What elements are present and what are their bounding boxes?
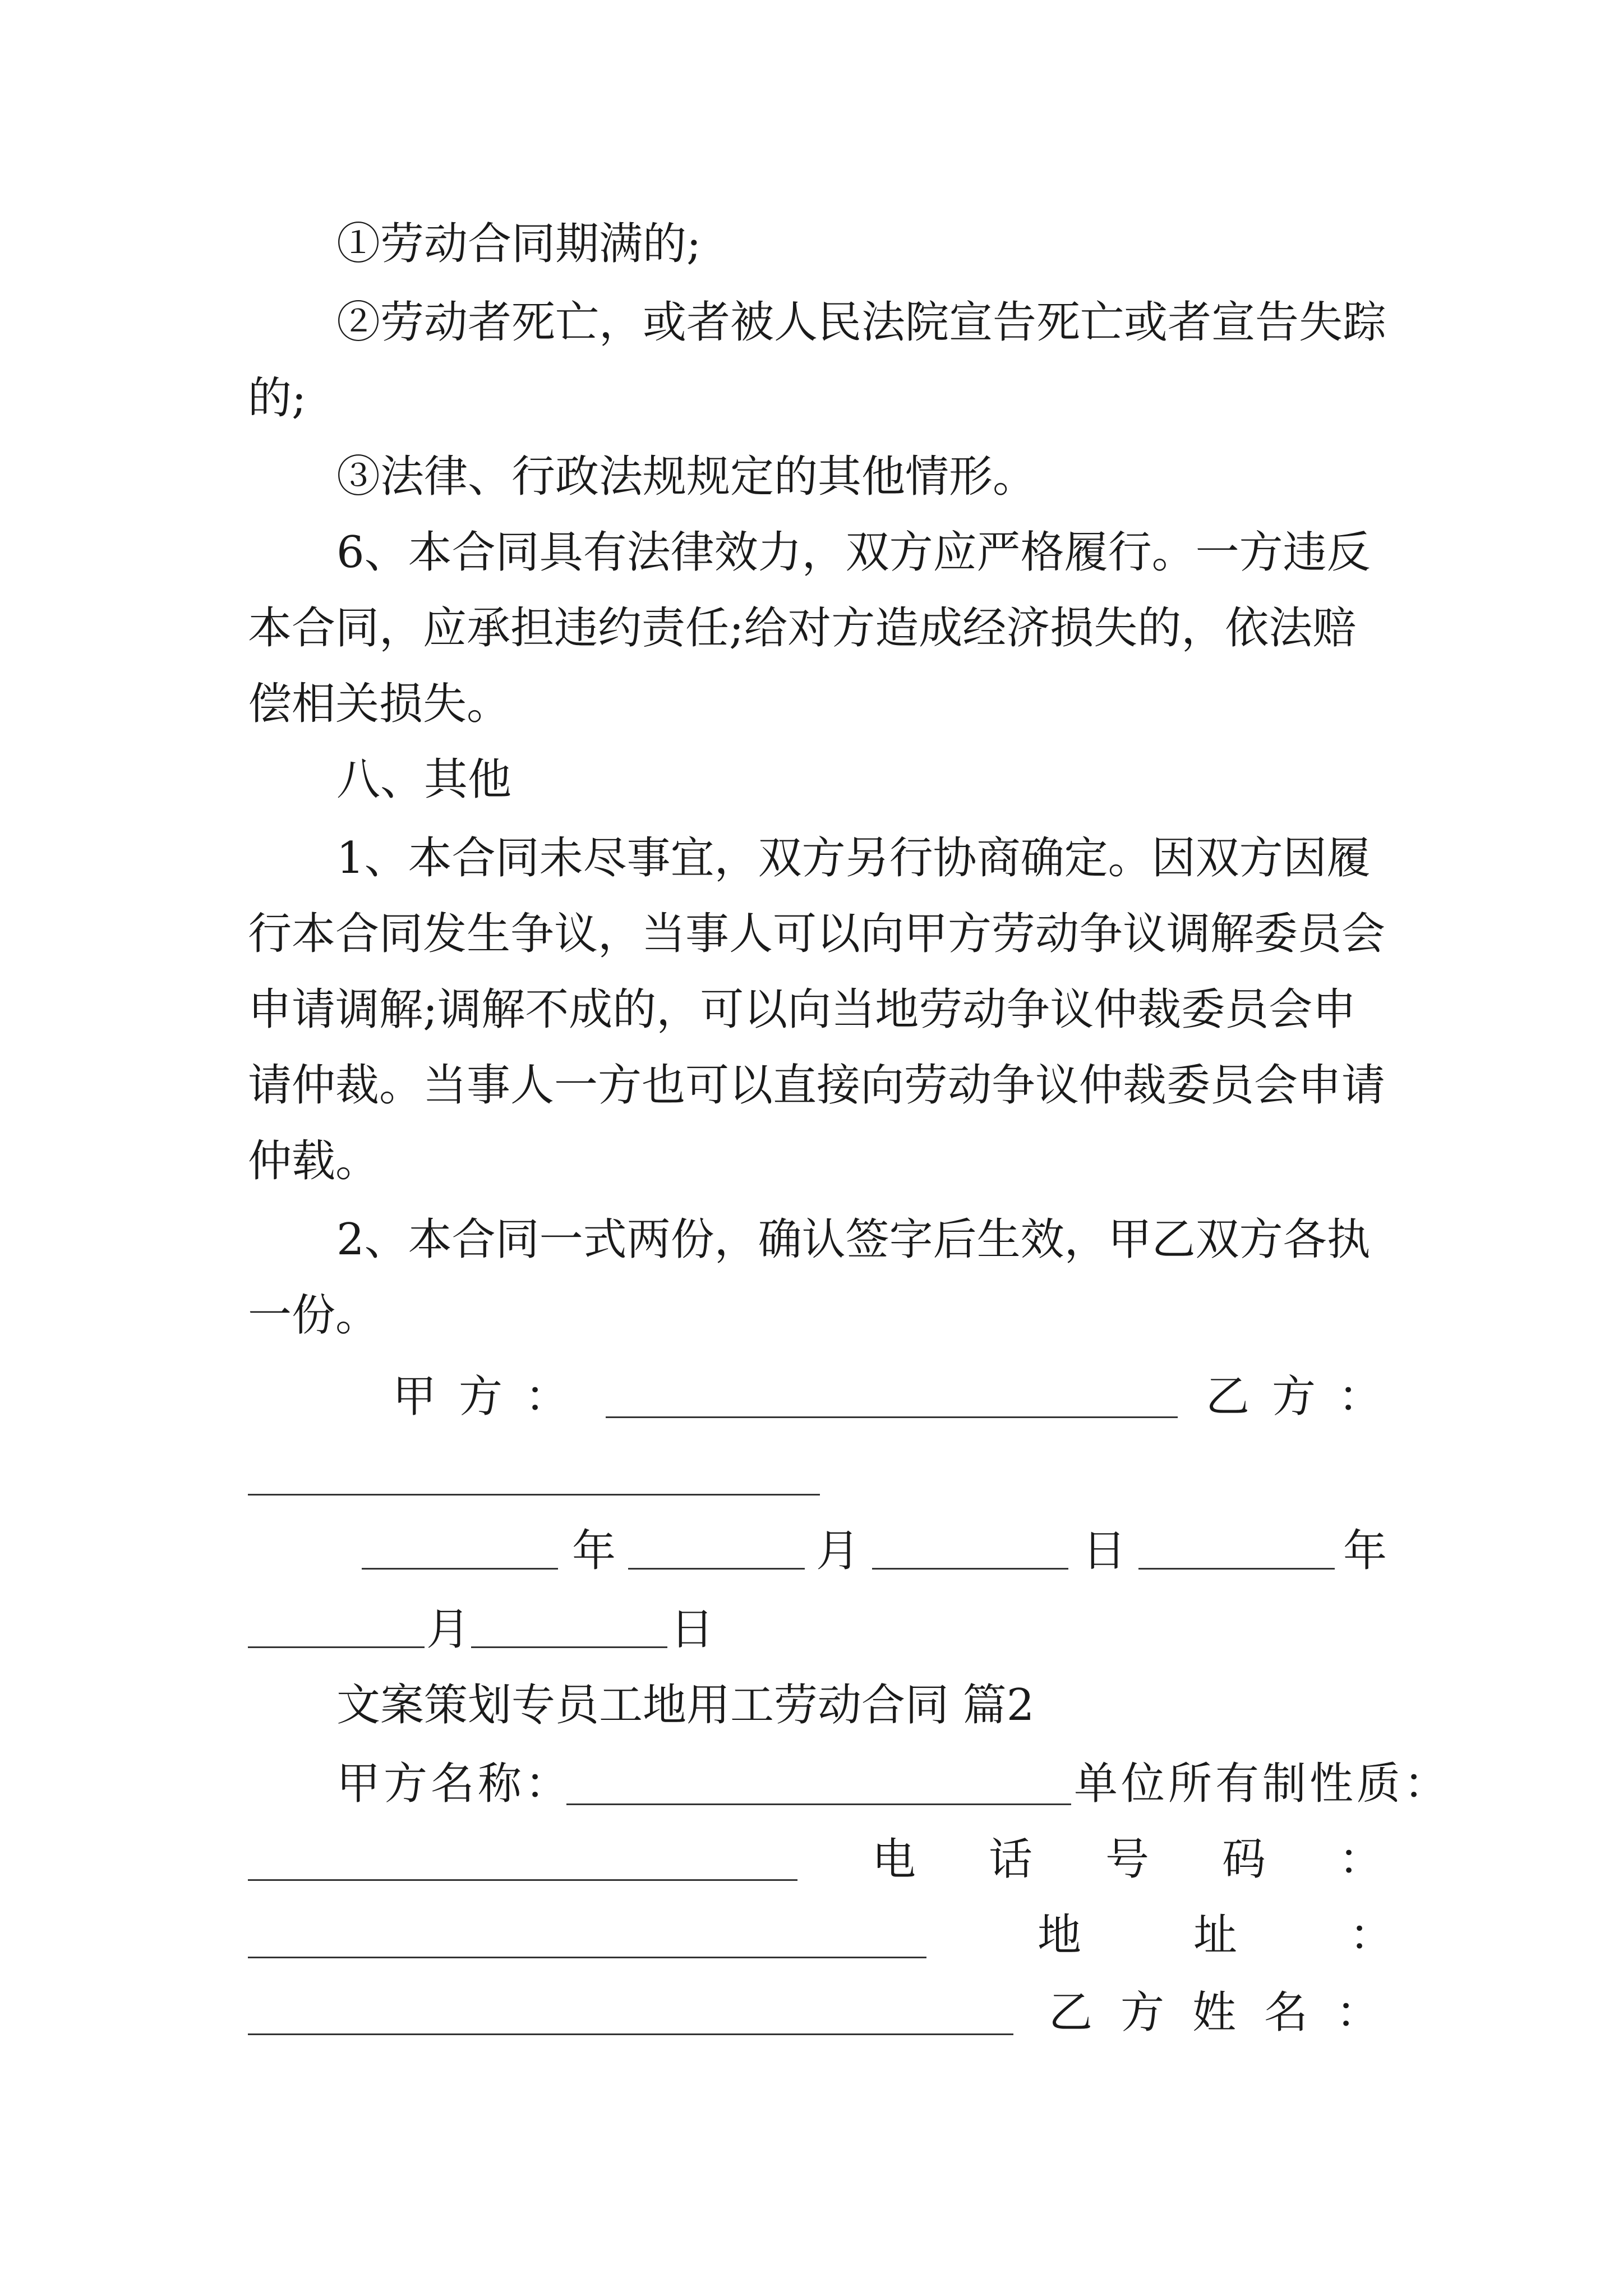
paragraph-line: 仲载。 <box>248 1136 380 1186</box>
address-blank <box>248 2033 1013 2035</box>
month-b-blank <box>248 1646 425 1648</box>
paragraph-line: ②劳动者死亡，或者被人民法院宣告死亡或者宣告失踪 <box>336 297 1387 348</box>
paragraph-line: 1、本合同未尽事宜，双方另行协商确定。因双方因履 <box>336 833 1371 884</box>
paragraph-line: 申请调解;调解不成的，可以向当地劳动争议仲裁委员会申 <box>248 984 1357 1035</box>
paragraph-line: 行本合同发生争议，当事人可以向甲方劳动争议调解委员会 <box>248 909 1386 959</box>
party-a-name-label: 甲方名称： <box>336 1759 573 1809</box>
month-a-label: 月 <box>816 1526 860 1576</box>
party-b-signature-line <box>248 1494 820 1496</box>
paragraph-line: ①劳动合同期满的; <box>336 219 702 269</box>
address-label: 地址： <box>1038 1910 1506 1961</box>
party-a-label: 甲方： <box>393 1372 592 1422</box>
paragraph-line: ③法律、行政法规规定的其他情形。 <box>336 452 1037 502</box>
paragraph-line: 6、本合同具有法律效力，双方应严格履行。一方违反 <box>336 527 1371 578</box>
year-a-blank <box>362 1568 558 1570</box>
paragraph-line: 2、本合同一式两份，确认签字后生效，甲乙双方各执 <box>336 1214 1371 1265</box>
paragraph-line: 的; <box>248 373 307 424</box>
day-b-blank <box>471 1646 667 1648</box>
ownership-blank <box>248 1879 797 1881</box>
party-a-name-blank <box>566 1803 1071 1805</box>
paragraph-line: 本合同，应承担违约责任;给对方造成经济损失的，依法赔 <box>248 603 1357 654</box>
day-a-blank <box>872 1568 1068 1570</box>
party-b-name-label: 乙方姓名： <box>1049 1987 1408 2038</box>
section-title: 文案策划专员工地用工劳动合同 篇2 <box>336 1680 1035 1731</box>
section-heading: 八、其他 <box>336 754 512 805</box>
paragraph-line: 一份。 <box>248 1290 380 1341</box>
day-a-label: 日 <box>1082 1526 1127 1576</box>
year-b-label: 年 <box>1343 1526 1387 1576</box>
phone-blank <box>248 1957 926 1958</box>
month-b-label: 月 <box>426 1604 471 1655</box>
month-a-blank <box>628 1568 805 1570</box>
paragraph-line: 偿相关损失。 <box>248 679 511 729</box>
ownership-label: 单位所有制性质： <box>1074 1759 1451 1809</box>
day-b-label: 日 <box>670 1604 714 1655</box>
phone-label: 电话号码： <box>872 1834 1456 1885</box>
year-b-blank <box>1138 1568 1335 1570</box>
year-a-label: 年 <box>572 1526 616 1576</box>
party-b-label: 乙方： <box>1206 1372 1405 1422</box>
party-a-signature-line <box>606 1416 1178 1418</box>
paragraph-line: 请仲裁。当事人一方也可以直接向劳动争议仲裁委员会申请 <box>248 1060 1386 1111</box>
